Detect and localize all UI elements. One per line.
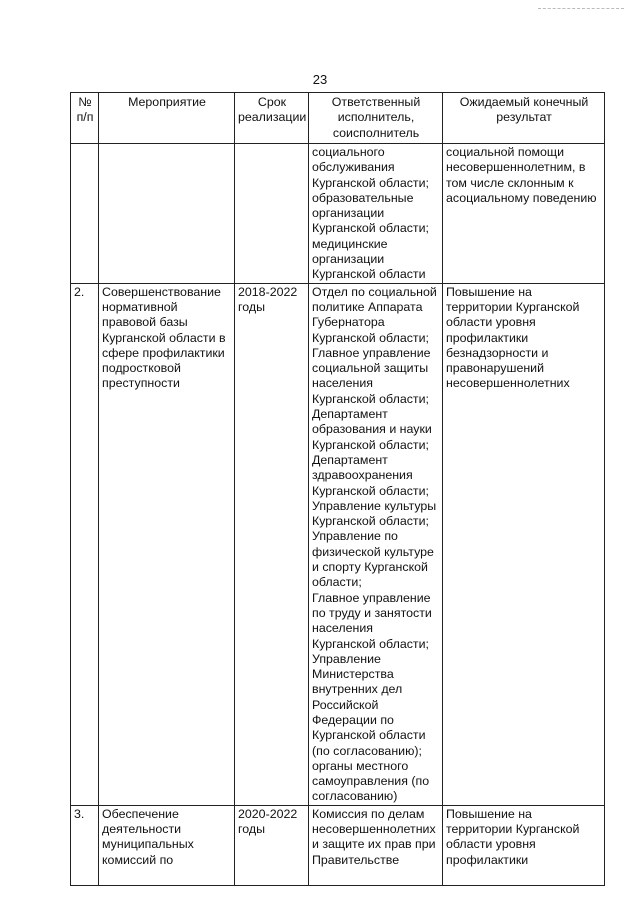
- cell-line: по труду и занятости: [312, 605, 432, 620]
- cell-line: Курганской области в: [102, 330, 226, 345]
- event-cell: [99, 805, 235, 885]
- cell-line: Главное управление: [312, 590, 431, 605]
- cell-line: организации: [312, 252, 385, 267]
- cell-line: самоуправления (по: [312, 774, 430, 789]
- cell-line: области уровня: [446, 837, 536, 852]
- cell-line: правовой базы: [102, 315, 188, 330]
- cell-line: организации: [312, 206, 385, 221]
- cell-line: профилактики: [446, 852, 529, 867]
- executor-cell: [309, 805, 443, 885]
- cell-line: Курганской области: [312, 267, 426, 282]
- cell-line: п/п: [76, 110, 94, 125]
- header-result: [443, 93, 605, 144]
- cell-line: Мероприятие: [128, 95, 206, 109]
- cell-line: подростковой: [102, 361, 181, 376]
- cell-line: муниципальных: [102, 837, 194, 852]
- cell-line: безнадзорности и: [446, 345, 549, 360]
- cell-line: соисполнитель: [332, 125, 420, 140]
- cell-line: Ответственный: [331, 95, 421, 109]
- cell-line: профилактики: [446, 330, 529, 345]
- cell-line: годы: [238, 822, 266, 837]
- cell-line: медицинские: [312, 236, 388, 251]
- cell-line: Главное управление: [312, 345, 431, 360]
- cell-line: согласованию): [312, 789, 398, 804]
- cell-line: правонарушений: [446, 361, 545, 376]
- cell-line: образования и науки: [312, 422, 432, 437]
- cell-line: несовершеннолетних: [446, 376, 570, 391]
- cell-line: 2.: [74, 284, 85, 299]
- table-header-row: [71, 93, 605, 144]
- cell-line: 3.: [74, 806, 85, 821]
- cell-line: физической культуре: [312, 544, 434, 559]
- cell-line: политике Аппарата: [312, 299, 423, 314]
- cell-line: и защите их прав при: [312, 837, 436, 852]
- cell-line: Отдел по социальной: [312, 284, 437, 299]
- cell-line: несовершеннолетних: [312, 822, 436, 837]
- cell-line: населения: [312, 376, 374, 391]
- header-executor: [309, 93, 443, 144]
- term-cell: [235, 805, 309, 885]
- cell-line: Курганской области;: [312, 175, 429, 190]
- cell-line: (по согласованию);: [312, 743, 422, 758]
- cell-line: годы: [238, 299, 266, 314]
- cell-line: Курганской области;: [312, 483, 429, 498]
- cell-line: Департамент: [312, 407, 388, 422]
- cell-line: Комиссия по делам: [312, 806, 425, 821]
- scan-artifact: [538, 8, 624, 10]
- num-cell: [71, 283, 99, 805]
- executor-cell: [309, 144, 443, 284]
- cell-line: Правительстве: [312, 852, 400, 867]
- cell-line: 2018-2022: [238, 284, 298, 299]
- cell-line: Российской: [312, 697, 379, 712]
- cell-line: исполнитель,: [337, 110, 415, 125]
- cell-line: здравоохранения: [312, 468, 413, 483]
- measures-table: [70, 92, 605, 886]
- header-term: [235, 93, 309, 144]
- cell-line: населения: [312, 621, 374, 636]
- table-row: [71, 283, 605, 805]
- header-event: [99, 93, 235, 144]
- cell-line: нормативной: [102, 299, 178, 314]
- cell-line: социальной защиты: [312, 361, 429, 376]
- cell-line: Срок: [257, 95, 287, 109]
- cell-line: 2020-2022: [238, 806, 298, 821]
- cell-line: территории Курганской: [446, 299, 580, 314]
- event-cell: [99, 144, 235, 284]
- cell-line: том числе склонным к: [446, 175, 574, 190]
- cell-line: преступности: [102, 376, 180, 391]
- page-number: 23: [312, 72, 328, 87]
- cell-line: Повышение на: [446, 284, 532, 299]
- cell-line: обслуживания: [312, 160, 395, 175]
- table-row: [71, 805, 605, 885]
- executor-cell: [309, 283, 443, 805]
- cell-line: Курганской области;: [312, 514, 429, 529]
- cell-line: Департамент: [312, 452, 388, 467]
- cell-line: Курганской области;: [312, 221, 429, 236]
- cell-line: и спорту Курганской: [312, 560, 428, 575]
- cell-line: несовершеннолетним, в: [446, 160, 586, 175]
- cell-line: Управление культуры: [312, 498, 437, 513]
- cell-line: Повышение на: [446, 806, 532, 821]
- cell-line: результат: [496, 110, 552, 125]
- cell-line: области;: [312, 575, 362, 590]
- cell-line: асоциальному поведению: [446, 190, 597, 205]
- num-cell: [71, 805, 99, 885]
- cell-line: Управление: [312, 651, 381, 666]
- cell-line: комиссий по: [102, 852, 174, 867]
- cell-line: №: [78, 95, 92, 109]
- cell-line: Федерации по: [312, 712, 394, 727]
- result-cell: [443, 144, 605, 284]
- cell-line: реализации: [238, 110, 307, 125]
- cell-line: социальной помощи: [446, 145, 565, 159]
- cell-line: Курганской области;: [312, 330, 429, 345]
- cell-line: деятельности: [102, 822, 182, 837]
- header-num: [71, 93, 99, 144]
- cell-line: Совершенствование: [102, 284, 221, 299]
- term-cell: [235, 144, 309, 284]
- table-row: [71, 144, 605, 284]
- cell-line: Курганской области;: [312, 391, 429, 406]
- cell-line: социального: [312, 145, 385, 159]
- cell-line: органы местного: [312, 758, 409, 773]
- cell-line: Курганской области: [312, 728, 426, 743]
- cell-line: Министерства: [312, 667, 394, 682]
- cell-line: Управление по: [312, 529, 398, 544]
- num-cell: [71, 144, 99, 284]
- cell-line: Ожидаемый конечный: [459, 95, 589, 109]
- term-cell: [235, 283, 309, 805]
- cell-line: внутренних дел: [312, 682, 403, 697]
- cell-line: сфере профилактики: [102, 345, 225, 360]
- cell-line: Губернатора: [312, 315, 385, 330]
- event-cell: [99, 283, 235, 805]
- cell-line: Курганской области;: [312, 636, 429, 651]
- cell-line: области уровня: [446, 315, 536, 330]
- cell-line: Курганской области;: [312, 437, 429, 452]
- cell-line: территории Курганской: [446, 822, 580, 837]
- cell-line: Обеспечение: [102, 806, 179, 821]
- result-cell: [443, 805, 605, 885]
- result-cell: [443, 283, 605, 805]
- cell-line: образовательные: [312, 190, 414, 205]
